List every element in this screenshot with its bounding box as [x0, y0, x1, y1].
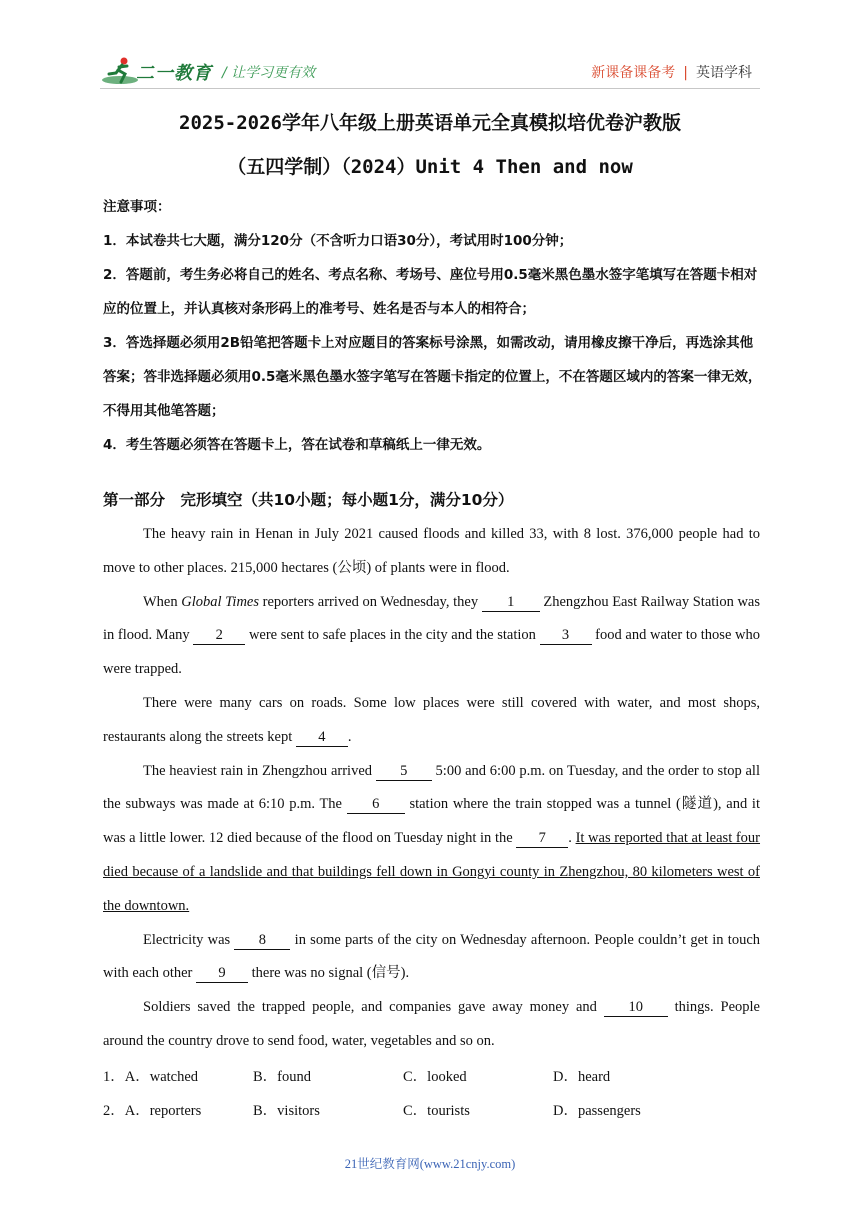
question-row — [103, 1060, 760, 1094]
text: food and water to those who were trapped. — [103, 627, 761, 678]
text: Zhengzhou East Railway Station was in flood. Many — [103, 593, 761, 644]
option-d[interactable]: D．heard — [553, 1069, 611, 1085]
text: There were many cars on roads. Some low places were still covered with water, and most shops, restaurants along the streets kept — [103, 694, 760, 745]
header-subject — [591, 62, 752, 82]
blank-8[interactable]: 8 — [234, 931, 290, 950]
text: When — [143, 593, 182, 610]
paragraph: The heavy rain in Henan in July 2021 caused floods and killed 33, with 8 lost. 376,000 people had to move to other places. 215,000 hectares (公顷) of plants were in flood. — [103, 526, 760, 576]
text: were sent to safe places in the city and the station — [245, 627, 540, 644]
option-b[interactable]: B．visitors — [253, 1103, 320, 1119]
text: things. People around the country drove to send food, water, vegetables and so on. — [103, 999, 760, 1049]
instruction-item: 2．答题前，考生务必将自己的姓名、考点名称、考场号、座位号用0.5毫米黑色墨水签字笔填写在答题卡相对应的位置上，并认真核对条形码上的准考号、姓名是否与本人的相符合； — [103, 267, 758, 317]
paragraph — [103, 586, 760, 687]
question-row — [103, 1094, 760, 1128]
newspaper-name: Global Times — [181, 593, 259, 610]
text: station where the train stopped was a tunnel (隧道), and it was a little lower. 12 died because of the flood on Tuesday night in the — [103, 796, 760, 847]
runner-logo-icon — [100, 56, 140, 86]
header-tag: 新课备课备考 — [591, 65, 676, 81]
text: . — [347, 728, 352, 745]
text: there was no signal (信号). — [248, 965, 410, 982]
blank-5[interactable]: 5 — [376, 762, 432, 781]
blank-6[interactable]: 6 — [347, 795, 405, 814]
option-a[interactable]: 1．A．watched — [103, 1069, 199, 1085]
text: reporters arrived on Wednesday, they — [259, 593, 482, 610]
section-heading: 第一部分 完形填空（共10小题；每小题1分，满分10分） — [103, 491, 514, 509]
instruction-item: 4．考生答题必须答在答题卡上，答在试卷和草稿纸上一律无效。 — [103, 437, 491, 453]
underlined-sentence: It was reported that at least four died because of a landslide and that buildings fell down in Gongyi county in Zhengzhou, 80 kilometers west of the downtown. — [103, 830, 761, 914]
page-footer: 21世纪教育网(www.21cnjy.com) — [344, 1157, 516, 1171]
paragraph — [103, 924, 760, 992]
blank-9[interactable]: 9 — [196, 964, 248, 983]
page-subtitle: （五四学制）（2024）Unit 4 Then and now — [227, 156, 633, 178]
text: 5:00 and 6:00 p.m. on Tuesday, and the order to stop all the subways was made at 6:10 p.m. The — [103, 762, 760, 813]
logo — [100, 56, 212, 86]
blank-1[interactable]: 1 — [482, 593, 540, 612]
cloze-passage — [103, 518, 760, 1059]
text: . — [568, 830, 576, 847]
paragraph — [103, 755, 760, 924]
instruction-item: 1．本试卷共七大题，满分120分（不含听力口语30分），考试用时100分钟； — [103, 233, 573, 249]
slogan: / 让学习更有效 — [222, 65, 316, 81]
paragraph — [103, 991, 760, 1059]
blank-10[interactable]: 10 — [604, 998, 668, 1017]
header-divider: | — [683, 65, 688, 81]
option-c[interactable]: C．tourists — [403, 1103, 470, 1119]
page-header — [100, 56, 760, 90]
text: Electricity was — [143, 931, 235, 948]
page-title: 2025-2026学年八年级上册英语单元全真模拟培优卷沪教版 — [179, 112, 681, 134]
option-d[interactable]: D．passengers — [553, 1103, 641, 1119]
header-divider-line — [100, 88, 760, 89]
logo-text: 二一教育 — [136, 63, 212, 84]
paragraph — [103, 687, 760, 755]
text: Soldiers saved the trapped people, and companies gave away money and — [143, 999, 604, 1016]
instruction-item: 3．答选择题必须用2B铅笔把答题卡上对应题目的答案标号涂黑，如需改动，请用橡皮擦干净后，再选涂其他答案；答非选择题必须用0.5毫米黑色墨水签字笔写在答题卡指定的位置上，不在答题区域内的答案一律无效，不得用其他笔答题； — [103, 335, 762, 419]
option-b[interactable]: B．found — [253, 1069, 311, 1085]
blank-4[interactable]: 4 — [296, 728, 348, 747]
option-c[interactable]: C．looked — [403, 1069, 467, 1085]
question-options — [103, 1060, 760, 1128]
blank-7[interactable]: 7 — [516, 829, 568, 848]
instructions-heading: 注意事项： — [103, 199, 171, 215]
text: The heaviest rain in Zhengzhou arrived — [143, 762, 376, 779]
text: in some parts of the city on Wednesday afternoon. People couldn’t get in touch with each other — [103, 931, 761, 982]
blank-3[interactable]: 3 — [540, 626, 592, 645]
instructions — [103, 190, 763, 462]
option-a[interactable]: 2．A．reporters — [103, 1103, 202, 1119]
subject-label: 英语学科 — [696, 65, 752, 81]
blank-2[interactable]: 2 — [193, 626, 245, 645]
